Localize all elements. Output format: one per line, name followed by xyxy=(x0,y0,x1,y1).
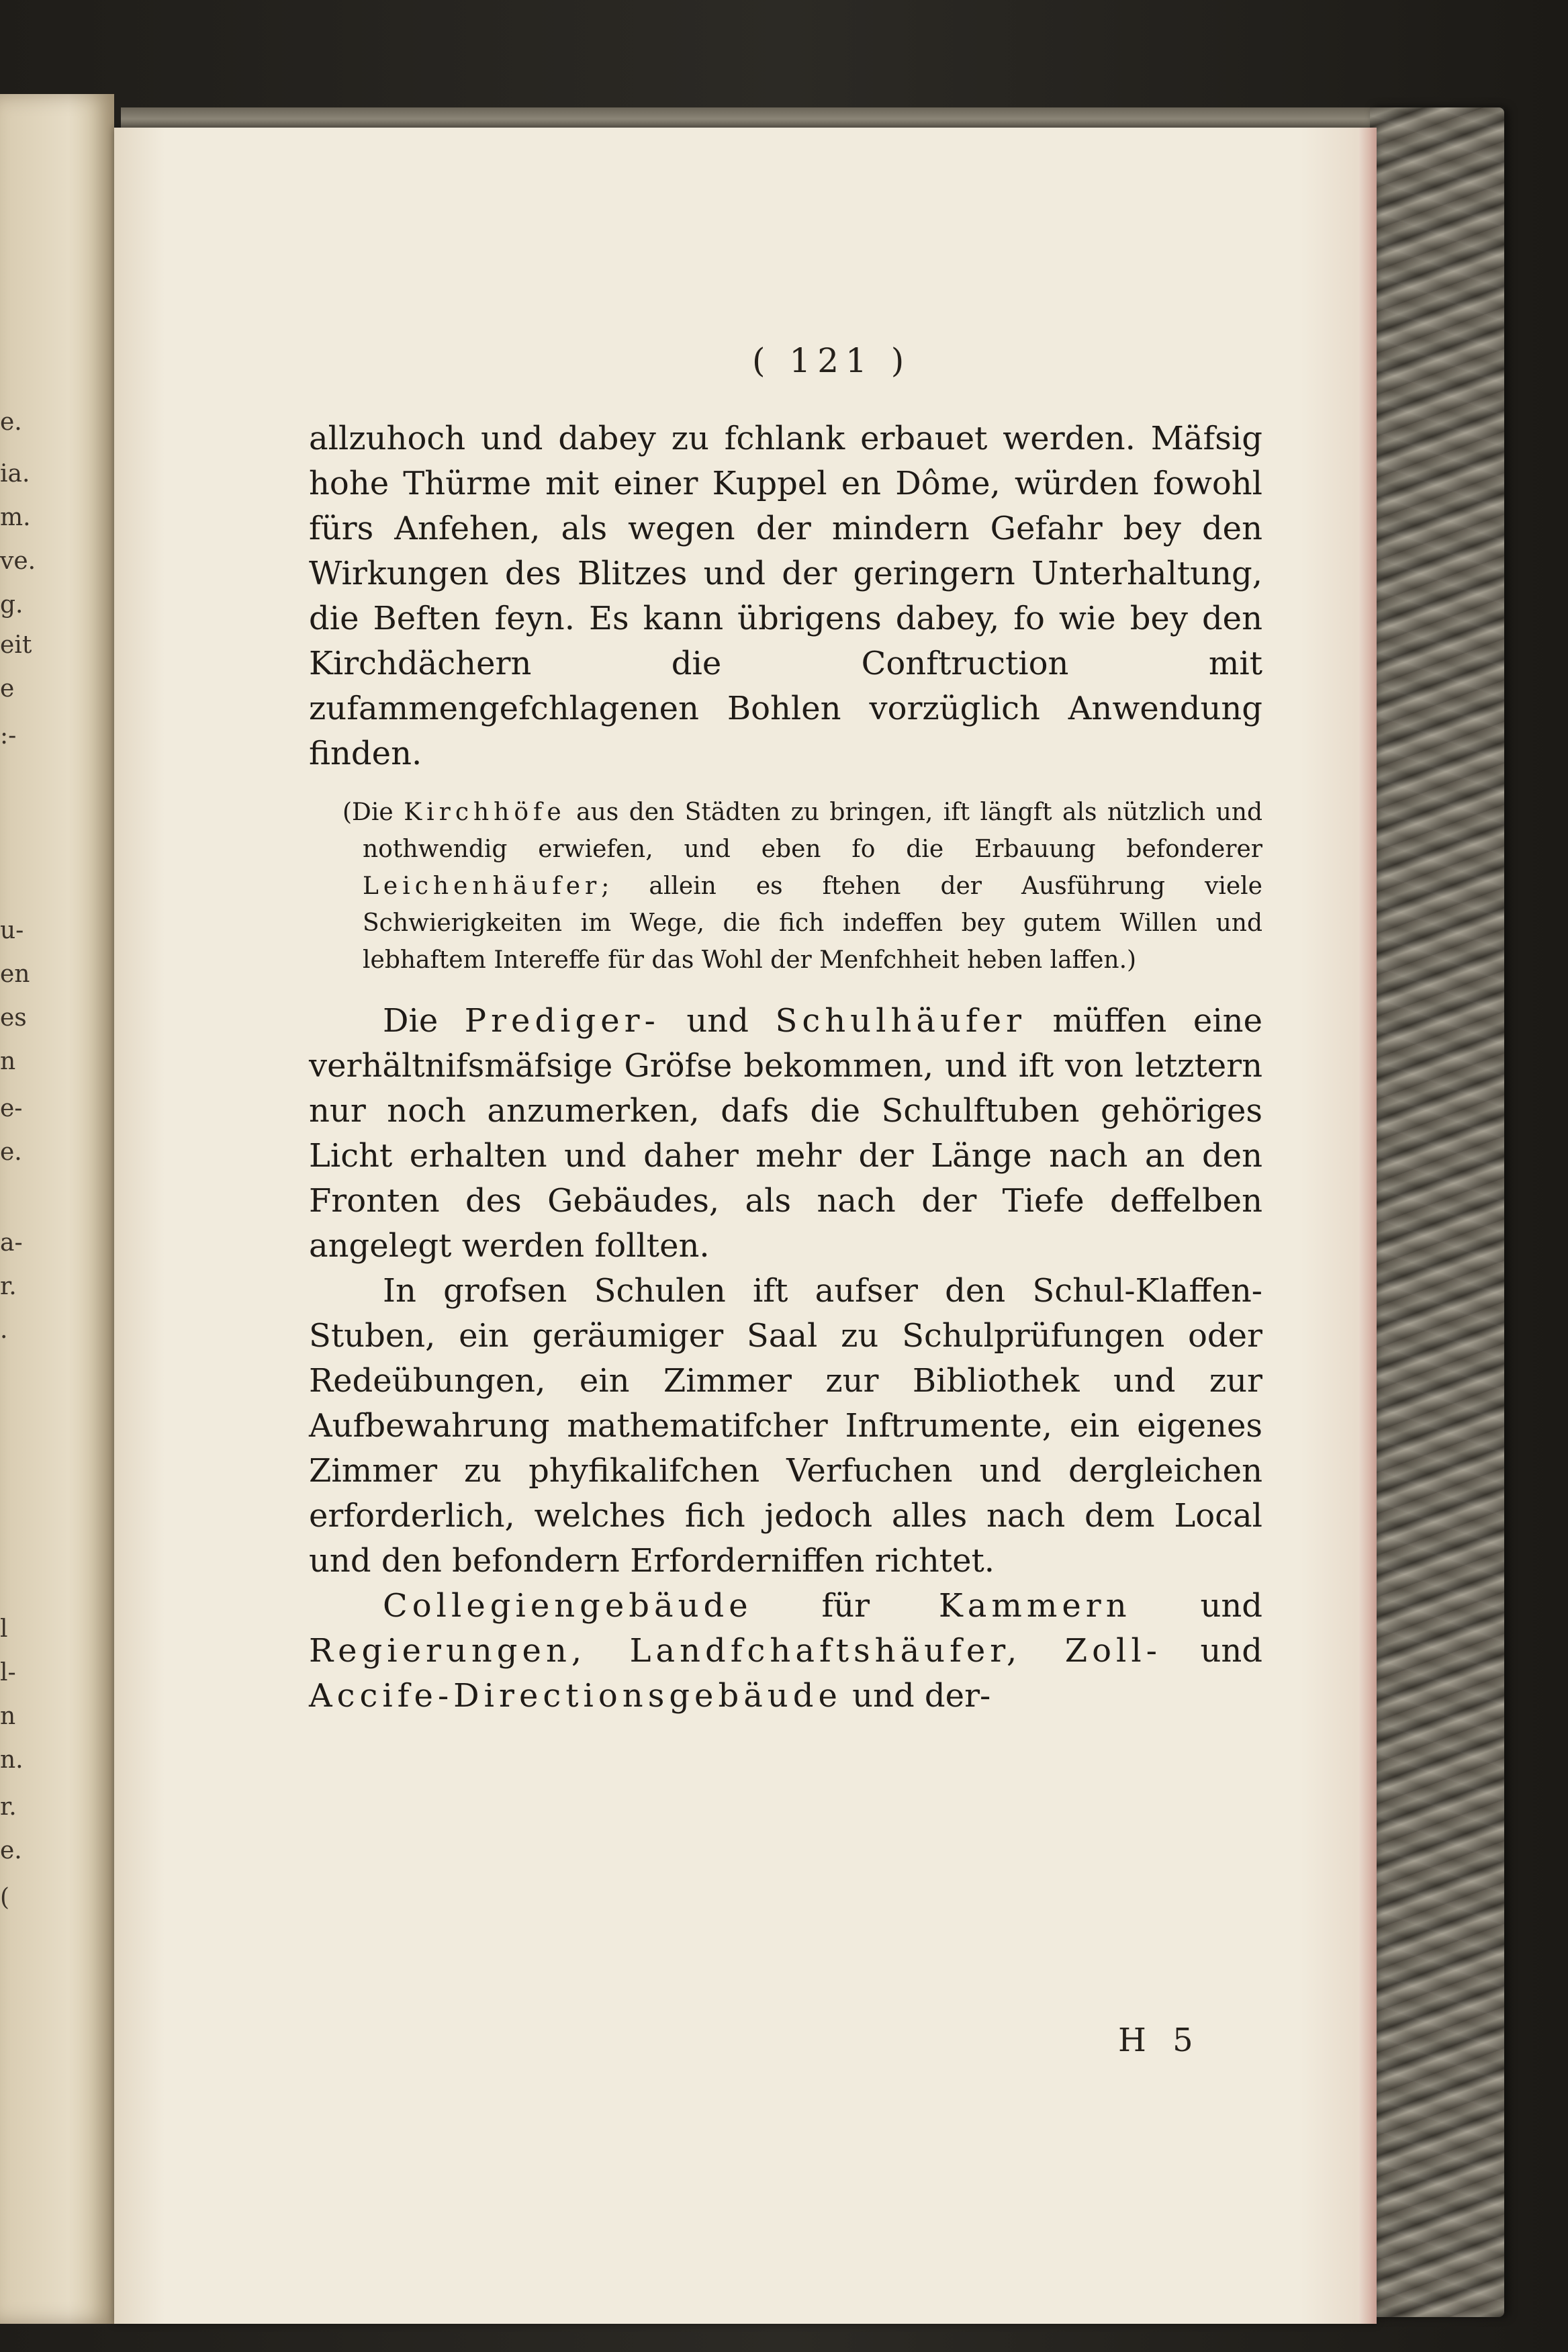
margin-fragment: ia. xyxy=(0,460,30,488)
paragraph-4 xyxy=(309,1584,1262,1719)
p4-mid-3: und xyxy=(1161,1632,1262,1670)
note-open: (Die xyxy=(342,799,404,826)
p2-term-prediger: Prediger- xyxy=(464,1002,660,1040)
p4-term-regierungen: Regierungen, Landfchaftshäufer, Zoll- xyxy=(309,1632,1162,1670)
margin-fragment: g. xyxy=(0,591,24,619)
note-text-1: aus den Städten zu bringen, ift längft als nützlich und nothwendig erwiefen, und eben fo die Erbauung befonderer xyxy=(363,799,1263,863)
book-page xyxy=(114,128,1377,2324)
margin-fragment: n xyxy=(0,1703,16,1730)
margin-fragment: e. xyxy=(0,408,22,436)
page-number-heading: ( 121 ) xyxy=(752,341,911,380)
p4-mid-2: und xyxy=(1131,1587,1263,1625)
margin-fragment: r. xyxy=(0,1793,17,1821)
p4-rest: und der- xyxy=(841,1677,991,1715)
signature-mark: H 5 xyxy=(1118,2022,1201,2059)
margin-fragment: r. xyxy=(0,1273,17,1300)
margin-fragment: n xyxy=(0,1048,16,1075)
p4-term-collegiengebaeude: Collegiengebäude xyxy=(383,1587,753,1625)
p4-term-kammern: Kammern xyxy=(938,1587,1132,1625)
previous-page xyxy=(0,94,114,2324)
margin-fragment: :- xyxy=(0,722,17,750)
margin-fragment: e. xyxy=(0,1837,22,1864)
margin-fragment: u- xyxy=(0,917,24,944)
paragraph-1: allzuhoch und dabey zu fchlank erbauet werden. Mäfsig hohe Thürme mit einer Kuppel en Dôme, würden fowohl fürs Anfehen, als wegen der mindern Gefahr bey den Wirkungen des Blitzes und der geringern Unterhaltung, die Beften feyn. Es kann übrigens dabey, fo wie bey den Kirchdächern die Conftruction mit zufammengefchlagenen Bohlen vorzüglich Anwendung finden. xyxy=(309,420,1262,772)
margin-fragment: es xyxy=(0,1004,27,1032)
previous-page-margin-text xyxy=(0,94,114,2324)
margin-fragment: e. xyxy=(0,1138,22,1166)
paragraph-3: In grofsen Schulen ift aufser den Schul-Klaffen-Stuben, ein geräumiger Saal zu Schulprüfungen oder Redeübungen, ein Zimmer zur Bibliothek und zur Aufbewahrung mathematifcher Inftrumente, ein eigenes Zimmer zu phyfikalifchen Verfuchen und dergleichen erforderlich, welches fich jedoch alles nach dem Local und den befondern Erforderniffen richtet. xyxy=(309,1272,1262,1580)
body-text xyxy=(309,416,1262,1719)
paragraph-2 xyxy=(309,999,1262,1269)
p2-mid: und xyxy=(659,1002,776,1040)
margin-fragment: a- xyxy=(0,1229,23,1257)
margin-fragment: ( xyxy=(0,1884,10,1911)
note-term-kirchhoefe: Kirchhöfe xyxy=(404,799,566,826)
book-cover-marbled-edge xyxy=(1370,107,1504,2317)
margin-fragment: en xyxy=(0,960,30,988)
book-cover-top-edge xyxy=(121,107,1397,130)
p4-term-accife: Accife-Directionsgebäude xyxy=(309,1677,842,1715)
p4-mid-1: für xyxy=(752,1587,939,1625)
margin-fragment: l- xyxy=(0,1659,16,1686)
p2-rest: müffen eine verhältnifsmäfsige Gröfse bekommen, und ift von letztern nur noch anzumerken, dafs die Schulftuben gehöriges Licht erhalten und daher mehr der Länge nach an den Fronten des Gebäudes, als nach der Tiefe deffelben angelegt werden follten. xyxy=(309,1002,1262,1265)
margin-fragment: . xyxy=(0,1316,8,1344)
p2-lead: Die xyxy=(383,1002,465,1040)
margin-fragment: n. xyxy=(0,1746,24,1774)
page-fore-edge xyxy=(1359,128,1377,2324)
margin-fragment: ve. xyxy=(0,547,36,575)
margin-fragment: m. xyxy=(0,504,31,531)
margin-fragment: eit xyxy=(0,631,32,659)
p2-term-schulhaeufer: Schulhäufer xyxy=(775,1002,1026,1040)
margin-fragment: e- xyxy=(0,1095,23,1122)
footnote-paragraph xyxy=(309,794,1262,979)
margin-fragment: l xyxy=(0,1615,8,1643)
margin-fragment: e xyxy=(0,675,15,703)
note-text-2: ; allein es ftehen der Ausführung viele Schwierigkeiten im Wege, die fich indeffen bey gutem Willen und lebhaftem Intereffe für das Wohl der Menfchheit heben laffen.) xyxy=(363,872,1262,974)
note-term-leichenhaeufer: Leichenhäufer xyxy=(363,872,602,900)
